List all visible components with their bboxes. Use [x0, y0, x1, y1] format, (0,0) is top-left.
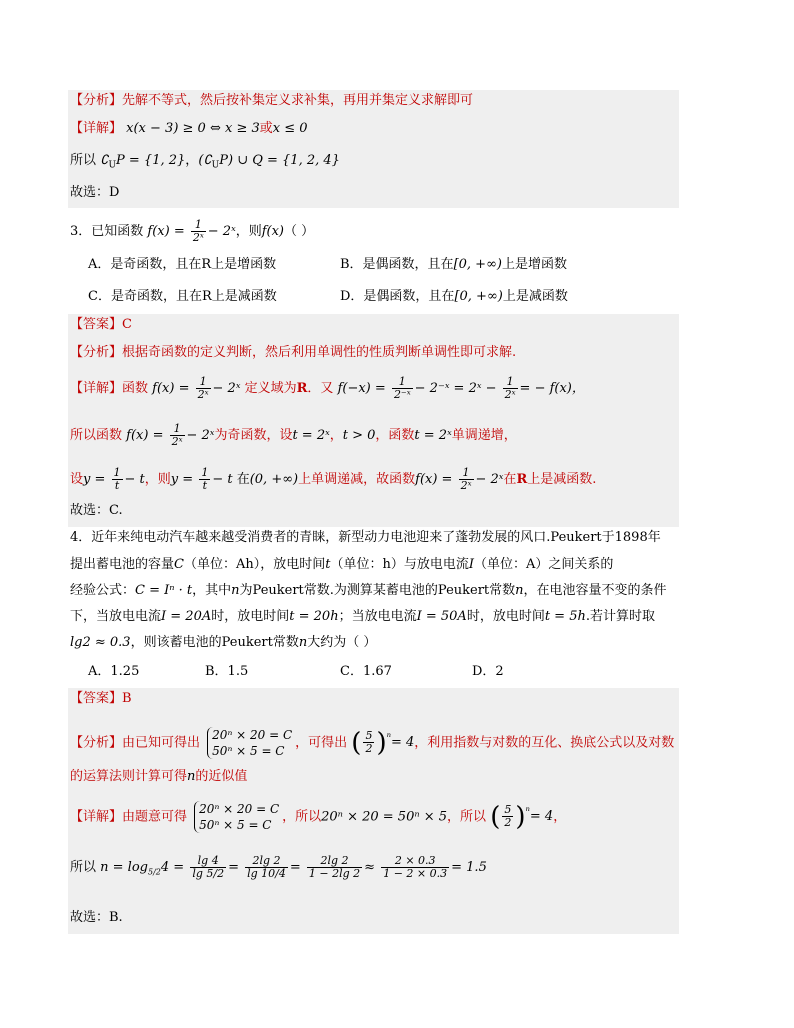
fraction: $\frac{5}{2}$: [504, 803, 512, 830]
set-math1b: P = {1, 2}: [116, 153, 186, 168]
equation-system: 20ⁿ × 20 = C 50ⁿ × 5 = C: [194, 801, 279, 833]
q3-detail-line3: 设y = $\frac{1}{t}$ − t，则y = $\frac{1}{t}$ − t 在(0, +∞)上单调递减，故函数f(x) = $\frac{1}{\text{2ˣ}}$ − 2ˣ在R上是减函数.: [70, 466, 597, 492]
q3-detail-line1: 【详解】函数 f(x) = $\frac{1}{\text{2ˣ}}$ − 2ˣ 定义域为R．又 f(−x) = $\frac{1}{\text{2⁻ˣ}}$ − 2⁻ˣ = 2ˣ − $\frac{1}{\text{2ˣ}}$ = − f(x)，: [70, 375, 585, 401]
q4-option-a[interactable]: A．1.25: [88, 664, 140, 679]
fraction: $\frac{2\lg 2}{1 - 2\lg 2}$: [308, 854, 361, 880]
set-math2: (∁: [198, 153, 212, 168]
q3-analysis-line: [70, 344, 516, 362]
q3-mid: − 2ˣ: [207, 224, 236, 239]
q3-prefix: 3．已知函数: [70, 224, 144, 239]
q3-option-d[interactable]: D．是偶函数，且在[0, +∞)上是减函数: [340, 289, 568, 304]
analysis-text: 根据奇函数的定义判断，然后利用单调性的性质判断单调性即可求解.: [122, 345, 517, 360]
q3-detail-line2: 所以函数 f(x) = $\frac{1}{\text{2ˣ}}$ − 2ˣ为奇函数，设t = 2ˣ，t > 0，函数t = 2ˣ单调递增，: [70, 422, 517, 448]
set-prefix: 所以: [70, 153, 97, 168]
fraction: $\frac{1}{t}$: [201, 466, 209, 492]
q3-option-c[interactable]: C．是奇函数，且在R上是减函数: [88, 289, 277, 304]
q3-choice-line: 故选：C.: [70, 503, 123, 518]
detail-math: x(x − 3) ≥ 0 ⇔ x ≥ 3: [126, 121, 260, 136]
q4-option-b[interactable]: B．1.5: [205, 664, 249, 679]
q4-analysis-line1: 【分析】由已知可得出 20ⁿ × 20 = C 50ⁿ × 5 = C ，可得出 ( $\frac{5}{2}$ )$^{^n}$= 4，利用指数与对数的互化、换底公式以及对数: [70, 727, 675, 758]
q4-line4: 下，当放电电流I = 20A时，放电时间t = 20h；当放电电流I = 50A时，放电时间t = 5h.若计算时取: [70, 609, 655, 624]
q3-option-a[interactable]: A．是奇函数，且在R上是增函数: [88, 257, 277, 272]
detail-tag: 【详解】: [70, 381, 123, 396]
analysis-text: 先解不等式，然后按补集定义求补集，再用并集定义求解即可: [122, 93, 474, 108]
q3-f: f(x) =: [147, 224, 185, 239]
q4-analysis-line2: 的运算法则计算可得n的近似值: [70, 769, 248, 784]
fraction: $\frac{1}{\text{2⁻ˣ}}$: [393, 375, 411, 401]
q3-answer-line: [70, 316, 132, 334]
q4-line5: lg2 ≈ 0.3，则该蓄电池的Peukert常数n大约为（ ）: [70, 635, 377, 650]
q3-stem: [70, 219, 314, 244]
set-sep: ，: [185, 153, 199, 168]
set-sub: U: [108, 160, 117, 171]
set-math1: ∁: [100, 153, 109, 168]
fraction: $\frac{2\lg 2}{\lg 10/4}$: [247, 854, 286, 880]
choice-line: [70, 184, 119, 202]
answer-value: C: [122, 317, 132, 332]
q4-answer-line: 【答案】B: [70, 691, 132, 706]
detail-or: 或: [259, 121, 273, 136]
fraction: $\frac{1}{t}$: [113, 466, 121, 492]
analysis-tag: 【分析】: [70, 93, 123, 108]
fraction: $\frac{\lg 4}{\lg 5/2}$: [192, 854, 225, 880]
q3-paren: （ ）: [284, 224, 315, 239]
fraction: $\frac{1}{\text{2ˣ}}$: [171, 422, 183, 448]
answer-tag: 【答案】: [70, 317, 123, 332]
q4-detail-line2: 所以 $n = \log_{5/2}4$ = $\frac{\lg 4}{\lg 5/2}$ = $\frac{2\lg 2}{\lg 10/4}$ = $\frac{2\lg 2}{1 - 2\lg 2}$ ≈ $\frac{2 \times 0.3}{1 - 2 \times 0.3}$ = 1.5: [70, 854, 487, 880]
equation-system: 20ⁿ × 20 = C 50ⁿ × 5 = C: [207, 727, 292, 759]
q3-fx: f(x): [261, 224, 285, 239]
fraction: $\frac{5}{2}$: [365, 729, 373, 756]
fraction: $\frac{1}{\text{2ˣ}}$: [504, 375, 516, 401]
detail-math2: x ≤ 0: [272, 121, 308, 136]
set-math2b: P) ∪ Q = {1, 2, 4}: [219, 153, 340, 168]
q4-line3: 经验公式：C = Iⁿ · t，其中n为Peukert常数.为测算某蓄电池的Peukert常数n，在电池容量不变的条件: [70, 583, 667, 598]
set-line: [70, 152, 340, 175]
q4-option-d[interactable]: D．2: [472, 664, 504, 679]
detail-line: [70, 120, 308, 138]
choice-text: 故选：D: [70, 185, 120, 200]
fraction: $\frac{1}{\text{2ˣ}}$: [460, 466, 472, 492]
q3-fraction: $\frac{1}{\text{2ˣ}}$: [192, 218, 204, 244]
analysis-line: [70, 92, 473, 110]
q4-line2: 提出蓄电池的容量C（单位：Ah），放电时间t（单位：h）与放电电流I（单位：A）之间关系的: [70, 557, 614, 572]
q4-choice-line: 故选：B.: [70, 910, 123, 925]
q4-detail-line1: 【详解】由题意可得 20ⁿ × 20 = C 50ⁿ × 5 = C ，所以20ⁿ × 20 = 50ⁿ × 5，所以 ( $\frac{5}{2}$ )$^{^n}$= 4，: [70, 801, 567, 832]
fraction: $\frac{2 \times 0.3}{1 - 2 \times 0.3}$: [383, 854, 448, 880]
q3-option-b[interactable]: B．是偶函数，且在[0, +∞)上是增函数: [340, 257, 567, 272]
detail-tag: 【详解】: [70, 121, 123, 136]
set-sub2: U: [211, 160, 220, 171]
fraction: $\frac{1}{\text{2ˣ}}$: [197, 375, 209, 401]
q3-then: ，则: [235, 224, 262, 239]
analysis-tag: 【分析】: [70, 345, 123, 360]
q4-line1: 4．近年来纯电动汽车越来越受消费者的青睐，新型动力电池迎来了蓬勃发展的风口.Peukert于1898年: [70, 530, 661, 545]
q4-option-c[interactable]: C．1.67: [340, 664, 392, 679]
